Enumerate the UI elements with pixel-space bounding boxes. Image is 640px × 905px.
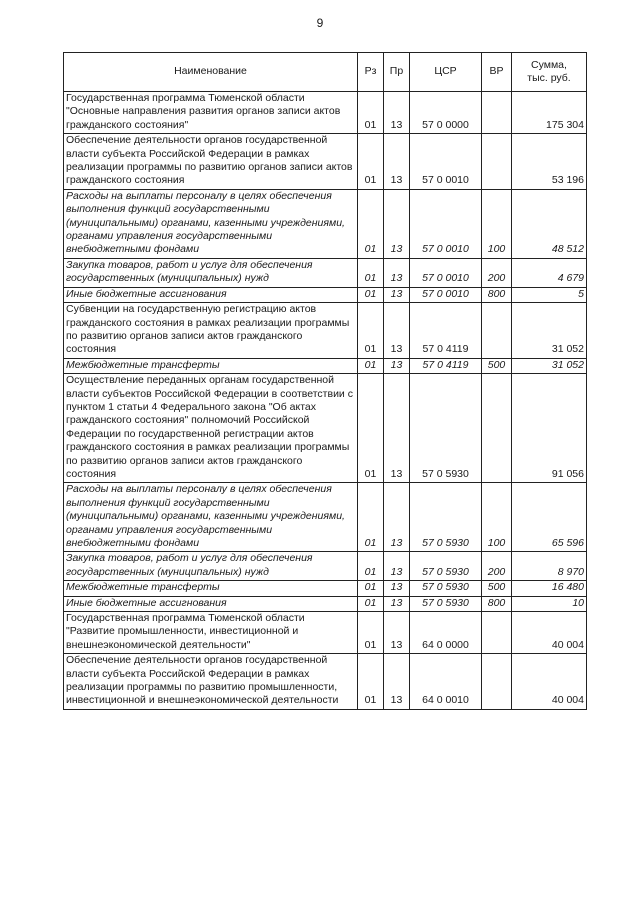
row-pr: 13 bbox=[384, 581, 410, 596]
row-vr: 800 bbox=[482, 287, 512, 302]
row-sum: 10 bbox=[512, 596, 587, 611]
table-row bbox=[64, 374, 587, 483]
row-rz: 01 bbox=[358, 374, 384, 483]
table-row bbox=[64, 189, 587, 258]
row-name: Закупка товаров, работ и услуг для обеспечения государственных (муниципальных) нужд bbox=[64, 258, 358, 287]
header-sum-line2: тыс. руб. bbox=[527, 71, 571, 84]
row-pr: 13 bbox=[384, 92, 410, 134]
row-rz: 01 bbox=[358, 596, 384, 611]
row-sum: 53 196 bbox=[512, 134, 587, 190]
row-csr: 57 0 0010 bbox=[410, 287, 482, 302]
table-row bbox=[64, 552, 587, 581]
table-row bbox=[64, 358, 587, 373]
row-csr: 57 0 4119 bbox=[410, 303, 482, 359]
table-row bbox=[64, 258, 587, 287]
table-row bbox=[64, 483, 587, 552]
row-name: Субвенции на государственную регистрацию актов гражданского состояния в рамках реализации программы по развитию органов записи актов гражданского состояния bbox=[64, 303, 358, 359]
row-name: Осуществление переданных органам государственной власти субъектов Российской Федерации в соответствии с пунктом 1 статьи 4 Федерального закона "Об актах гражданского состояния" полномочий Российской Федерации по государственной регистрации актов гражданского состояния в рамках реализации программы по развитию органов записи актов гражданского состояния bbox=[64, 374, 358, 483]
row-vr: 200 bbox=[482, 552, 512, 581]
header-pr: Пр bbox=[384, 53, 410, 92]
table-row bbox=[64, 654, 587, 710]
row-vr: 100 bbox=[482, 189, 512, 258]
row-rz: 01 bbox=[358, 358, 384, 373]
row-rz: 01 bbox=[358, 287, 384, 302]
header-csr: ЦСР bbox=[410, 53, 482, 92]
row-vr: 100 bbox=[482, 483, 512, 552]
row-pr: 13 bbox=[384, 483, 410, 552]
row-name: Расходы на выплаты персоналу в целях обеспечения выполнения функций государственными (муниципальными) органами, казенными учреждениями, органами управления государственными внебюджетными фондами bbox=[64, 483, 358, 552]
header-name: Наименование bbox=[64, 53, 358, 92]
row-csr: 64 0 0010 bbox=[410, 654, 482, 710]
table-row bbox=[64, 287, 587, 302]
row-csr: 64 0 0000 bbox=[410, 612, 482, 654]
row-csr: 57 0 5930 bbox=[410, 374, 482, 483]
row-csr: 57 0 0000 bbox=[410, 92, 482, 134]
table-row bbox=[64, 303, 587, 359]
table-row bbox=[64, 612, 587, 654]
row-vr bbox=[482, 612, 512, 654]
row-name: Обеспечение деятельности органов государственной власти субъекта Российской Федерации в рамках реализации программы по развитию органов записи актов гражданского состояния bbox=[64, 134, 358, 190]
header-vr: ВР bbox=[482, 53, 512, 92]
row-rz: 01 bbox=[358, 654, 384, 710]
row-pr: 13 bbox=[384, 258, 410, 287]
table-row bbox=[64, 92, 587, 134]
row-vr bbox=[482, 134, 512, 190]
row-pr: 13 bbox=[384, 612, 410, 654]
row-sum: 40 004 bbox=[512, 654, 587, 710]
row-name: Государственная программа Тюменской области "Развитие промышленности, инвестиционной и внешнеэкономической деятельности" bbox=[64, 612, 358, 654]
row-rz: 01 bbox=[358, 92, 384, 134]
row-sum: 31 052 bbox=[512, 303, 587, 359]
row-csr: 57 0 0010 bbox=[410, 134, 482, 190]
header-sum bbox=[512, 53, 587, 92]
row-sum: 5 bbox=[512, 287, 587, 302]
row-name: Закупка товаров, работ и услуг для обеспечения государственных (муниципальных) нужд bbox=[64, 552, 358, 581]
row-pr: 13 bbox=[384, 134, 410, 190]
row-csr: 57 0 5930 bbox=[410, 552, 482, 581]
row-vr: 500 bbox=[482, 358, 512, 373]
row-pr: 13 bbox=[384, 358, 410, 373]
row-pr: 13 bbox=[384, 654, 410, 710]
row-name: Расходы на выплаты персоналу в целях обеспечения выполнения функций государственными (муниципальными) органами, казенными учреждениями, органами управления государственными внебюджетными фондами bbox=[64, 189, 358, 258]
table-header-row bbox=[64, 53, 587, 92]
row-vr bbox=[482, 303, 512, 359]
row-vr: 500 bbox=[482, 581, 512, 596]
row-name: Межбюджетные трансферты bbox=[64, 581, 358, 596]
row-sum: 175 304 bbox=[512, 92, 587, 134]
row-vr bbox=[482, 374, 512, 483]
row-rz: 01 bbox=[358, 134, 384, 190]
row-pr: 13 bbox=[384, 189, 410, 258]
header-rz: Рз bbox=[358, 53, 384, 92]
budget-table bbox=[63, 52, 587, 710]
row-vr bbox=[482, 92, 512, 134]
row-pr: 13 bbox=[384, 596, 410, 611]
row-sum: 65 596 bbox=[512, 483, 587, 552]
row-name: Обеспечение деятельности органов государственной власти субъекта Российской Федерации в рамках реализации программы по развитию промышленности, инвестиционной и внешнеэкономической деятельности bbox=[64, 654, 358, 710]
row-csr: 57 0 5930 bbox=[410, 581, 482, 596]
row-rz: 01 bbox=[358, 189, 384, 258]
row-rz: 01 bbox=[358, 483, 384, 552]
page-number: 9 bbox=[316, 16, 324, 30]
row-csr: 57 0 4119 bbox=[410, 358, 482, 373]
row-sum: 8 970 bbox=[512, 552, 587, 581]
row-pr: 13 bbox=[384, 374, 410, 483]
row-name: Иные бюджетные ассигнования bbox=[64, 596, 358, 611]
row-pr: 13 bbox=[384, 552, 410, 581]
row-rz: 01 bbox=[358, 552, 384, 581]
row-rz: 01 bbox=[358, 581, 384, 596]
row-vr bbox=[482, 654, 512, 710]
row-sum: 31 052 bbox=[512, 358, 587, 373]
row-sum: 48 512 bbox=[512, 189, 587, 258]
row-name: Иные бюджетные ассигнования bbox=[64, 287, 358, 302]
row-vr: 200 bbox=[482, 258, 512, 287]
row-sum: 4 679 bbox=[512, 258, 587, 287]
row-rz: 01 bbox=[358, 612, 384, 654]
row-rz: 01 bbox=[358, 258, 384, 287]
row-pr: 13 bbox=[384, 287, 410, 302]
row-pr: 13 bbox=[384, 303, 410, 359]
row-sum: 91 056 bbox=[512, 374, 587, 483]
table-row bbox=[64, 596, 587, 611]
row-rz: 01 bbox=[358, 303, 384, 359]
row-csr: 57 0 5930 bbox=[410, 483, 482, 552]
row-sum: 16 480 bbox=[512, 581, 587, 596]
row-name: Государственная программа Тюменской области "Основные направления развития органов записи актов гражданского состояния" bbox=[64, 92, 358, 134]
table-row bbox=[64, 581, 587, 596]
header-sum-line1: Сумма, bbox=[531, 59, 567, 71]
row-name: Межбюджетные трансферты bbox=[64, 358, 358, 373]
table-row bbox=[64, 134, 587, 190]
row-csr: 57 0 0010 bbox=[410, 258, 482, 287]
row-csr: 57 0 0010 bbox=[410, 189, 482, 258]
row-vr: 800 bbox=[482, 596, 512, 611]
row-csr: 57 0 5930 bbox=[410, 596, 482, 611]
row-sum: 40 004 bbox=[512, 612, 587, 654]
